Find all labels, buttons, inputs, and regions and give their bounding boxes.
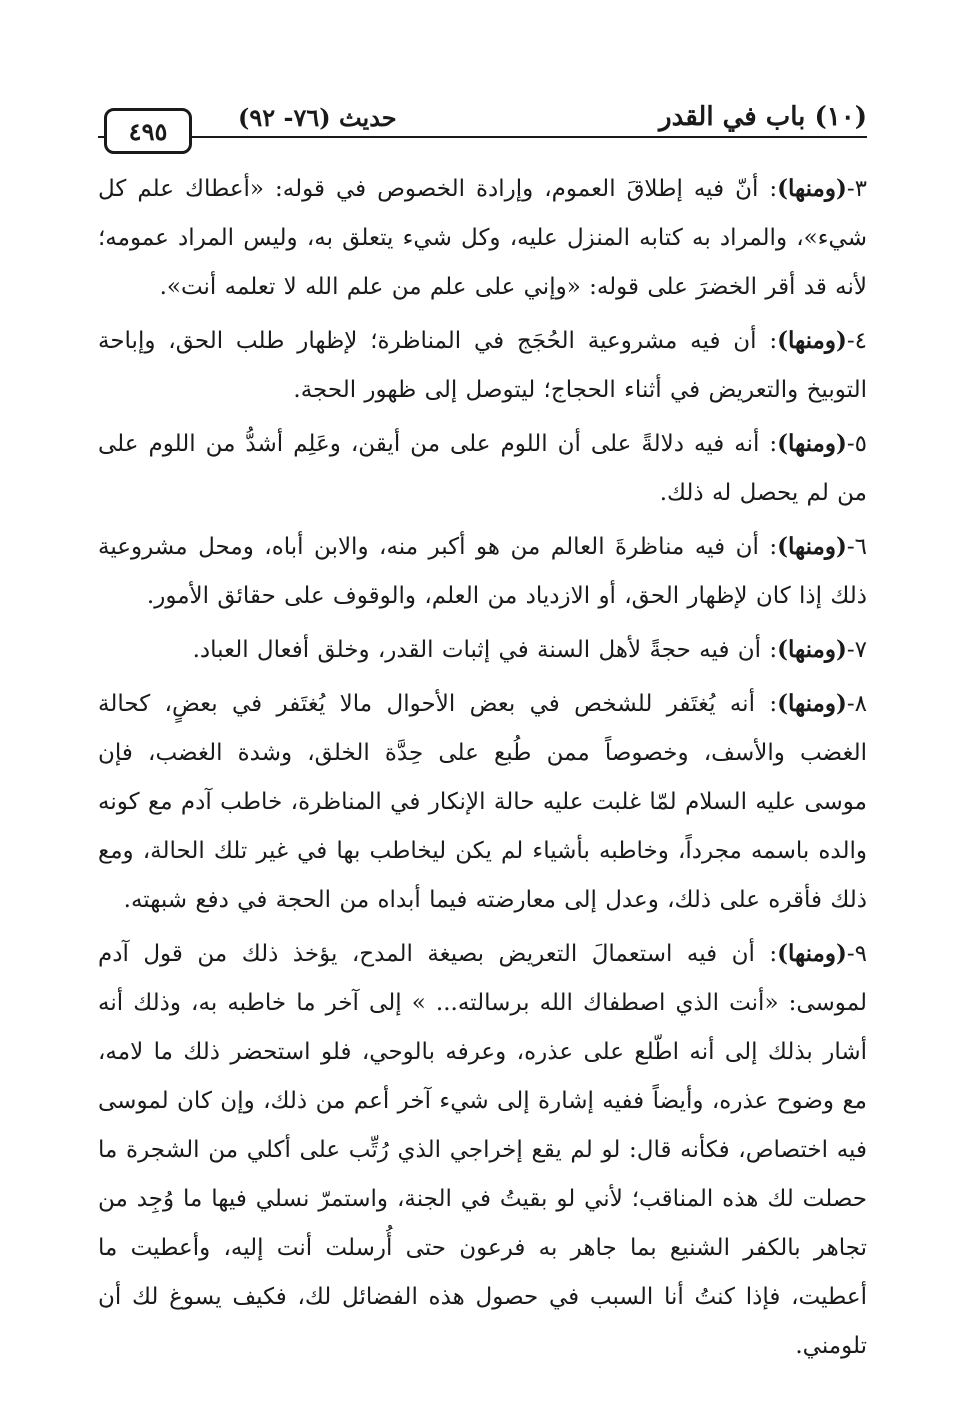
chapter-title: (١٠) باب في القدر [659,102,867,132]
paragraph-label: (ومنها) [777,690,847,717]
paragraph-label: (ومنها) [777,430,847,457]
paragraph-text: : أنه فيه دلالةً على أن اللوم على من أيقن، وعَلِم أشدُّ من اللوم على من لم يحصل له ذلك. [98,431,867,506]
page-number-badge [104,108,192,154]
hadith-range: حديث (٧٦- ٩٢) [238,103,397,132]
paragraph [98,522,867,621]
paragraph [98,679,867,925]
page-number: ٤٩٥ [128,116,168,146]
paragraph-label: (ومنها) [777,533,847,560]
paragraph-label: (ومنها) [777,940,847,967]
paragraph-text: : أن فيه حجةً لأهل السنة في إثبات القدر، وخلق أفعال العباد. [192,637,778,663]
paragraph-label: (ومنها) [777,327,847,354]
paragraph-number: ٦- [846,534,867,560]
paragraph-text: : أن فيه مشروعية الحُجَج في المناظرة؛ لإظهار طلب الحق، وإباحة التوبيخ والتعريض في أثناء الحجاج؛ ليتوصل إلى ظهور الحجة. [98,328,867,403]
page-body [98,164,867,1371]
paragraph [98,316,867,415]
page-header [98,72,867,146]
paragraph-number: ٤- [846,328,867,354]
paragraph [98,164,867,312]
paragraph-label: (ومنها) [777,175,847,202]
paragraph [98,625,867,675]
paragraph-text: : أن فيه مناظرةَ العالم من هو أكبر منه، والابن أباه، ومحل مشروعية ذلك إذا كان لإظهار الحق، أو الازدياد من العلم، والوقوف على حقائق الأمور. [98,534,867,609]
paragraph-text: : أنّ فيه إطلاقَ العموم، وإرادة الخصوص في قوله: «أعطاك علم كل شيء»، والمراد به كتابه المنزل عليه، وكل شيء يتعلق به، وليس المراد عمومه؛ لأنه قد أقر الخضرَ على قوله: «وإني على علم من علم الله لا تعلمه أنت». [98,176,867,300]
paragraph-number: ٧- [846,637,867,663]
paragraph [98,419,867,518]
paragraph [98,929,867,1371]
paragraph-text: : أن فيه استعمالَ التعريض بصيغة المدح، يؤخذ ذلك من قول آدم لموسى: «أنت الذي اصطفاك الله برسالته... » إلى آخر ما خاطبه به، وذلك أنه أشار بذلك إلى أنه اطّلع على عذره، وعرفه بالوحي، فلو استحضر ذلك ما لامه، مع وضوح عذره، وأيضاً ففيه إشارة إلى شيء آخر أعم من ذلك، وإن كان لموسى فيه اختصاص، فكأنه قال: لو لم يقع إخراجي الذي رُتِّب على أكلي من الشجرة ما حصلت لك هذه المناقب؛ لأني لو بقيتُ في الجنة، واستمرّ نسلي فيها ما وُجِد من تجاهر بالكفر الشنيع بما جاهر به فرعون حتى أُرسلت أنت إليه، وأعطيت ما أعطيت، فإذا كنتُ أنا السبب في حصول هذه الفضائل لك، فكيف يسوغ لك أن تلومني. [98,941,867,1359]
paragraph-number: ٥- [846,431,867,457]
paragraph-label: (ومنها) [777,636,847,663]
paragraph-number: ٨- [846,691,867,717]
paragraph-number: ٣- [846,176,867,202]
paragraph-text: : أنه يُغتَفر للشخص في بعض الأحوال مالا يُغتَفر في بعضٍ، كحالة الغضب والأسف، وخصوصاً ممن طُبع على حِدَّة الخلق، وشدة الغضب، فإن موسى عليه السلام لمّا غلبت عليه حالة الإنكار في المناظرة، خاطب آدم مع كونه والده باسمه مجرداً، وخاطبه بأشياء لم يكن ليخاطب بها في غير تلك الحالة، ومع ذلك فأقره على ذلك، وعدل إلى معارضته فيما أبداه من الحجة في دفع شبهته. [98,691,867,913]
paragraph-number: ٩- [846,941,867,967]
